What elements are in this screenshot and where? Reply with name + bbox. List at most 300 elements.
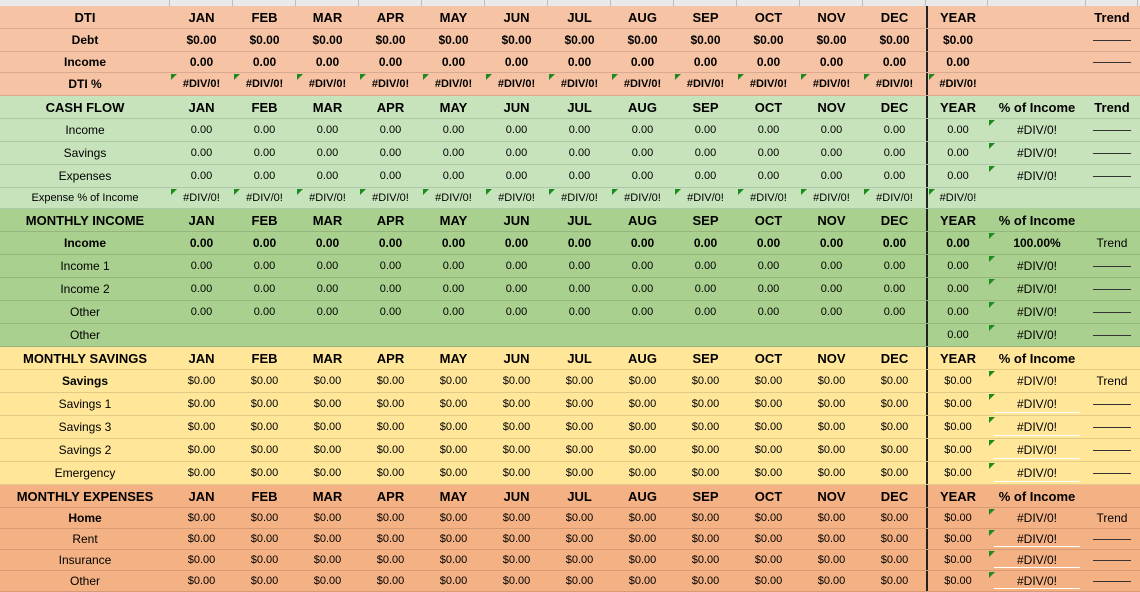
cell-nov[interactable]: $0.00	[817, 444, 846, 456]
cell-jun[interactable]: 0.00	[505, 147, 528, 159]
cell-sep[interactable]: $0.00	[691, 444, 720, 456]
cell-nov[interactable]: 0.00	[820, 306, 843, 318]
year-total-cell[interactable]: 0.00	[926, 165, 988, 187]
savings-row-label[interactable]: Savings	[61, 374, 109, 388]
cashflow-row-label[interactable]: Expense % of Income	[31, 192, 139, 204]
cell-oct[interactable]: $0.00	[753, 33, 784, 47]
pct-empty-cell[interactable]	[988, 73, 1086, 95]
year-total-cell[interactable]: #DIV/0!	[926, 73, 988, 95]
cell-mar[interactable]: #DIV/0!	[296, 188, 359, 208]
income-row-label[interactable]: Income	[63, 236, 106, 250]
cell-mar[interactable]: $0.00	[313, 554, 342, 566]
cell-oct[interactable]: 0.00	[757, 147, 780, 159]
pct-income-cell[interactable]: #DIV/0!	[988, 142, 1086, 164]
cell-feb[interactable]: #DIV/0!	[233, 188, 296, 208]
cell-may[interactable]: 0.00	[442, 306, 465, 318]
year-total-cell[interactable]: $0.00	[926, 439, 988, 461]
cell-aug[interactable]: 0.00	[631, 283, 654, 295]
trend-sparkline-cell[interactable]	[1086, 165, 1138, 187]
cell-dec[interactable]: 0.00	[882, 55, 907, 69]
year-total-cell[interactable]: $0.00	[926, 571, 988, 591]
cell-sep[interactable]: 0.00	[694, 306, 717, 318]
cell-may[interactable]: $0.00	[439, 398, 468, 410]
cell-jan[interactable]: 0.00	[190, 283, 213, 295]
cell-mar[interactable]: $0.00	[312, 33, 343, 47]
cell-apr[interactable]: $0.00	[376, 533, 405, 545]
cell-apr[interactable]: $0.00	[376, 575, 405, 587]
trend-sparkline-cell[interactable]	[1086, 142, 1138, 164]
cell-feb[interactable]: $0.00	[250, 533, 279, 545]
pct-income-cell[interactable]: #DIV/0!	[988, 255, 1086, 277]
cell-nov[interactable]: #DIV/0!	[800, 188, 863, 208]
cell-mar[interactable]: $0.00	[313, 444, 342, 456]
pct-empty-cell[interactable]	[988, 52, 1086, 72]
cell-mar[interactable]: $0.00	[313, 512, 342, 524]
cell-aug[interactable]: $0.00	[628, 512, 657, 524]
cell-jun[interactable]: $0.00	[502, 398, 531, 410]
cell-oct[interactable]: $0.00	[754, 533, 783, 545]
cell-apr[interactable]: #DIV/0!	[359, 73, 422, 95]
pct-income-cell[interactable]: #DIV/0!	[988, 529, 1086, 549]
cell-may[interactable]: $0.00	[439, 421, 468, 433]
cell-jun[interactable]: $0.00	[501, 33, 532, 47]
cell-sep[interactable]: 0.00	[694, 147, 717, 159]
cell-mar[interactable]: 0.00	[316, 124, 339, 136]
trend-sparkline-cell[interactable]	[1086, 188, 1138, 208]
dti-row-label[interactable]: DTI %	[68, 77, 102, 91]
cell-oct[interactable]: $0.00	[754, 575, 783, 587]
cell-jul[interactable]: $0.00	[565, 375, 594, 387]
cell-mar[interactable]: $0.00	[313, 421, 342, 433]
cell-jun[interactable]: $0.00	[502, 512, 531, 524]
pct-income-cell[interactable]: #DIV/0!	[988, 550, 1086, 570]
cell-sep[interactable]: $0.00	[691, 554, 720, 566]
cell-jan[interactable]: $0.00	[187, 533, 216, 545]
cell-sep[interactable]: $0.00	[691, 575, 720, 587]
cell-jan[interactable]: $0.00	[187, 467, 216, 479]
cell-feb[interactable]: 0.00	[253, 306, 276, 318]
cell-jul[interactable]: 0.00	[568, 124, 591, 136]
cell-sep[interactable]: 0.00	[693, 236, 718, 250]
expenses-row-label[interactable]: Other	[69, 574, 100, 588]
cell-aug[interactable]: $0.00	[628, 554, 657, 566]
pct-income-cell[interactable]: #DIV/0!	[988, 462, 1086, 484]
cell-nov[interactable]: 0.00	[820, 283, 843, 295]
cell-aug[interactable]	[611, 324, 674, 346]
cell-nov[interactable]: $0.00	[817, 554, 846, 566]
cell-nov[interactable]: $0.00	[817, 512, 846, 524]
cell-jun[interactable]: $0.00	[502, 375, 531, 387]
cell-aug[interactable]: $0.00	[628, 575, 657, 587]
cell-apr[interactable]	[359, 324, 422, 346]
cell-dec[interactable]: $0.00	[880, 575, 909, 587]
savings-row-label[interactable]: Emergency	[54, 466, 116, 480]
cell-oct[interactable]: 0.00	[756, 236, 781, 250]
year-total-cell[interactable]: $0.00	[926, 29, 988, 51]
year-total-cell[interactable]: 0.00	[926, 301, 988, 323]
cell-dec[interactable]: 0.00	[883, 170, 906, 182]
cell-jul[interactable]: $0.00	[565, 444, 594, 456]
cell-jul[interactable]: 0.00	[567, 55, 592, 69]
trend-sparkline-cell[interactable]	[1086, 29, 1138, 51]
cell-aug[interactable]: 0.00	[631, 306, 654, 318]
year-total-cell[interactable]: $0.00	[926, 416, 988, 438]
cell-may[interactable]: 0.00	[442, 283, 465, 295]
cell-dec[interactable]: $0.00	[880, 421, 909, 433]
cell-apr[interactable]: $0.00	[376, 512, 405, 524]
cell-feb[interactable]: 0.00	[253, 147, 276, 159]
trend-sparkline-cell[interactable]	[1086, 324, 1138, 346]
cell-jan[interactable]: 0.00	[189, 55, 214, 69]
cell-jan[interactable]: 0.00	[190, 306, 213, 318]
cell-jun[interactable]: $0.00	[502, 467, 531, 479]
cell-feb[interactable]: 0.00	[252, 236, 277, 250]
cell-aug[interactable]: $0.00	[628, 444, 657, 456]
year-total-cell[interactable]: $0.00	[926, 370, 988, 392]
cell-sep[interactable]	[674, 324, 737, 346]
cell-mar[interactable]: 0.00	[316, 306, 339, 318]
pct-income-cell[interactable]: #DIV/0!	[988, 508, 1086, 528]
pct-income-cell[interactable]: #DIV/0!	[988, 278, 1086, 300]
cell-jan[interactable]	[170, 324, 233, 346]
savings-row-label[interactable]: Savings 3	[58, 420, 112, 434]
cell-feb[interactable]: 0.00	[253, 124, 276, 136]
cell-jan[interactable]: $0.00	[187, 554, 216, 566]
cell-dec[interactable]: 0.00	[883, 283, 906, 295]
cell-feb[interactable]: 0.00	[253, 170, 276, 182]
year-total-cell[interactable]: #DIV/0!	[926, 188, 988, 208]
cell-sep[interactable]: $0.00	[691, 421, 720, 433]
cell-oct[interactable]: #DIV/0!	[737, 73, 800, 95]
pct-income-cell[interactable]: #DIV/0!	[988, 393, 1086, 415]
cell-jan[interactable]: #DIV/0!	[170, 188, 233, 208]
cell-sep[interactable]: 0.00	[694, 283, 717, 295]
cell-nov[interactable]: $0.00	[817, 533, 846, 545]
cell-nov[interactable]: $0.00	[816, 33, 847, 47]
cell-jan[interactable]: $0.00	[187, 512, 216, 524]
cell-may[interactable]: #DIV/0!	[422, 188, 485, 208]
cell-may[interactable]	[422, 324, 485, 346]
trend-sparkline-cell[interactable]	[1086, 550, 1138, 570]
savings-row-label[interactable]: Savings 2	[58, 443, 112, 457]
cell-jul[interactable]: $0.00	[565, 467, 594, 479]
cell-nov[interactable]: 0.00	[819, 55, 844, 69]
cell-jul[interactable]: $0.00	[565, 398, 594, 410]
pct-income-cell[interactable]: #DIV/0!	[988, 119, 1086, 141]
cell-jul[interactable]	[548, 324, 611, 346]
cell-apr[interactable]: 0.00	[379, 260, 402, 272]
cell-jun[interactable]: 0.00	[505, 306, 528, 318]
cell-jan[interactable]: #DIV/0!	[170, 73, 233, 95]
cell-jan[interactable]: 0.00	[190, 124, 213, 136]
cell-dec[interactable]: $0.00	[880, 512, 909, 524]
income-row-label[interactable]: Income 1	[60, 259, 110, 273]
cell-oct[interactable]: $0.00	[754, 375, 783, 387]
cell-oct[interactable]: $0.00	[754, 467, 783, 479]
cell-may[interactable]: 0.00	[442, 260, 465, 272]
cell-may[interactable]: 0.00	[442, 170, 465, 182]
cell-dec[interactable]: $0.00	[880, 375, 909, 387]
cell-nov[interactable]: 0.00	[820, 260, 843, 272]
cell-may[interactable]: $0.00	[439, 554, 468, 566]
trend-sparkline-cell[interactable]	[1086, 462, 1138, 484]
cell-dec[interactable]: 0.00	[883, 124, 906, 136]
cell-apr[interactable]: $0.00	[375, 33, 406, 47]
trend-sparkline-cell[interactable]	[1086, 52, 1138, 72]
trend-sparkline-cell[interactable]	[1086, 255, 1138, 277]
cell-jun[interactable]: $0.00	[502, 421, 531, 433]
cashflow-row-label[interactable]: Income	[65, 123, 105, 137]
cell-dec[interactable]: 0.00	[882, 236, 907, 250]
cell-jan[interactable]: 0.00	[190, 147, 213, 159]
cell-may[interactable]: $0.00	[439, 533, 468, 545]
cell-jun[interactable]: 0.00	[505, 260, 528, 272]
trend-sparkline-cell[interactable]	[1086, 278, 1138, 300]
cell-dec[interactable]: $0.00	[880, 554, 909, 566]
year-total-cell[interactable]: 0.00	[926, 255, 988, 277]
cell-mar[interactable]: 0.00	[316, 170, 339, 182]
cell-mar[interactable]: 0.00	[316, 283, 339, 295]
cell-may[interactable]: $0.00	[439, 512, 468, 524]
cell-may[interactable]: 0.00	[442, 124, 465, 136]
cell-dec[interactable]: $0.00	[880, 467, 909, 479]
cell-jan[interactable]: $0.00	[187, 375, 216, 387]
cell-nov[interactable]: $0.00	[817, 398, 846, 410]
pct-income-cell[interactable]: #DIV/0!	[988, 439, 1086, 461]
cashflow-row-label[interactable]: Expenses	[58, 169, 112, 183]
cell-nov[interactable]: $0.00	[817, 421, 846, 433]
cell-jun[interactable]: 0.00	[505, 283, 528, 295]
cell-dec[interactable]: #DIV/0!	[863, 73, 926, 95]
cell-jan[interactable]: $0.00	[187, 575, 216, 587]
pct-income-cell[interactable]: #DIV/0!	[988, 571, 1086, 591]
cell-sep[interactable]: 0.00	[693, 55, 718, 69]
cell-jun[interactable]: #DIV/0!	[485, 73, 548, 95]
cell-aug[interactable]: $0.00	[628, 533, 657, 545]
cell-jun[interactable]	[485, 324, 548, 346]
cell-oct[interactable]: $0.00	[754, 421, 783, 433]
cell-sep[interactable]: #DIV/0!	[674, 73, 737, 95]
cell-oct[interactable]: $0.00	[754, 554, 783, 566]
cell-apr[interactable]: 0.00	[379, 124, 402, 136]
cell-apr[interactable]: $0.00	[376, 444, 405, 456]
cell-nov[interactable]: $0.00	[817, 467, 846, 479]
cell-apr[interactable]: $0.00	[376, 467, 405, 479]
cell-apr[interactable]: 0.00	[379, 147, 402, 159]
year-total-cell[interactable]: 0.00	[926, 52, 988, 72]
expenses-row-label[interactable]: Insurance	[58, 553, 112, 567]
year-total-cell[interactable]: 0.00	[926, 119, 988, 141]
trend-sparkline-cell[interactable]	[1086, 301, 1138, 323]
cell-mar[interactable]: $0.00	[313, 533, 342, 545]
income-row-label[interactable]: Other	[69, 328, 100, 342]
cell-oct[interactable]: 0.00	[757, 124, 780, 136]
cell-nov[interactable]: 0.00	[820, 147, 843, 159]
pct-empty-cell[interactable]	[988, 6, 1086, 28]
pct-income-cell[interactable]: #DIV/0!	[988, 301, 1086, 323]
cell-sep[interactable]: #DIV/0!	[674, 188, 737, 208]
cell-feb[interactable]: $0.00	[249, 33, 280, 47]
cell-jun[interactable]: 0.00	[504, 55, 529, 69]
cell-may[interactable]: 0.00	[441, 55, 466, 69]
cell-may[interactable]: 0.00	[442, 147, 465, 159]
cell-dec[interactable]	[863, 324, 926, 346]
cell-may[interactable]: $0.00	[439, 467, 468, 479]
cell-nov[interactable]: 0.00	[819, 236, 844, 250]
income-row-label[interactable]: Other	[69, 305, 100, 319]
trend-sparkline-cell[interactable]	[1086, 393, 1138, 415]
cell-oct[interactable]: $0.00	[754, 398, 783, 410]
cell-jul[interactable]: $0.00	[565, 421, 594, 433]
cell-jun[interactable]: 0.00	[505, 124, 528, 136]
cell-jul[interactable]: $0.00	[565, 554, 594, 566]
cell-apr[interactable]: $0.00	[376, 398, 405, 410]
cell-nov[interactable]: #DIV/0!	[800, 73, 863, 95]
savings-row-label[interactable]: Savings 1	[58, 397, 112, 411]
year-total-cell[interactable]: 0.00	[926, 232, 988, 254]
cell-apr[interactable]: #DIV/0!	[359, 188, 422, 208]
cell-jun[interactable]: $0.00	[502, 533, 531, 545]
cell-sep[interactable]: 0.00	[694, 170, 717, 182]
cell-nov[interactable]: 0.00	[820, 170, 843, 182]
cell-oct[interactable]: 0.00	[757, 170, 780, 182]
cell-feb[interactable]: $0.00	[250, 444, 279, 456]
cell-feb[interactable]: $0.00	[250, 575, 279, 587]
cell-aug[interactable]: 0.00	[631, 260, 654, 272]
cell-mar[interactable]: $0.00	[313, 398, 342, 410]
cell-jan[interactable]: $0.00	[187, 444, 216, 456]
pct-income-cell[interactable]: #DIV/0!	[988, 165, 1086, 187]
cell-nov[interactable]: $0.00	[817, 575, 846, 587]
cell-mar[interactable]: $0.00	[313, 575, 342, 587]
cell-may[interactable]: $0.00	[439, 575, 468, 587]
cell-jul[interactable]: 0.00	[568, 283, 591, 295]
cell-dec[interactable]: $0.00	[880, 533, 909, 545]
cell-feb[interactable]: #DIV/0!	[233, 73, 296, 95]
cell-sep[interactable]: $0.00	[691, 398, 720, 410]
cell-sep[interactable]: 0.00	[694, 260, 717, 272]
cell-aug[interactable]: #DIV/0!	[611, 73, 674, 95]
dti-row-label[interactable]: Income	[63, 55, 106, 69]
cell-sep[interactable]: $0.00	[690, 33, 721, 47]
cell-jun[interactable]: $0.00	[502, 444, 531, 456]
cell-feb[interactable]: $0.00	[250, 375, 279, 387]
cell-may[interactable]: #DIV/0!	[422, 73, 485, 95]
dti-row-label[interactable]: Debt	[71, 33, 99, 47]
year-total-cell[interactable]: 0.00	[926, 142, 988, 164]
cell-oct[interactable]: 0.00	[757, 306, 780, 318]
cell-apr[interactable]: 0.00	[378, 55, 403, 69]
year-total-cell[interactable]: $0.00	[926, 462, 988, 484]
trend-sparkline-cell[interactable]	[1086, 529, 1138, 549]
cell-sep[interactable]: $0.00	[691, 375, 720, 387]
year-total-cell[interactable]: $0.00	[926, 529, 988, 549]
trend-sparkline-cell[interactable]	[1086, 571, 1138, 591]
cell-oct[interactable]: $0.00	[754, 512, 783, 524]
cell-jul[interactable]: #DIV/0!	[548, 73, 611, 95]
cell-feb[interactable]: $0.00	[250, 467, 279, 479]
cell-jul[interactable]: 0.00	[568, 147, 591, 159]
cell-oct[interactable]: $0.00	[754, 444, 783, 456]
cell-mar[interactable]: 0.00	[316, 147, 339, 159]
cell-aug[interactable]: 0.00	[631, 147, 654, 159]
cell-apr[interactable]: 0.00	[378, 236, 403, 250]
cell-may[interactable]: $0.00	[439, 375, 468, 387]
cell-aug[interactable]: 0.00	[630, 55, 655, 69]
cell-apr[interactable]: 0.00	[379, 283, 402, 295]
trend-sparkline-cell[interactable]	[1086, 416, 1138, 438]
cell-aug[interactable]: #DIV/0!	[611, 188, 674, 208]
cell-jan[interactable]: 0.00	[190, 260, 213, 272]
cell-may[interactable]: $0.00	[439, 444, 468, 456]
expenses-row-label[interactable]: Rent	[72, 532, 98, 546]
cell-jul[interactable]: $0.00	[565, 533, 594, 545]
cell-aug[interactable]: $0.00	[628, 467, 657, 479]
cell-mar[interactable]: 0.00	[316, 260, 339, 272]
cell-oct[interactable]: 0.00	[757, 283, 780, 295]
cell-feb[interactable]: $0.00	[250, 421, 279, 433]
trend-empty-cell[interactable]	[1086, 485, 1138, 507]
cell-jan[interactable]: 0.00	[189, 236, 214, 250]
cell-dec[interactable]: 0.00	[883, 147, 906, 159]
cell-dec[interactable]: 0.00	[883, 260, 906, 272]
cell-jan[interactable]: $0.00	[186, 33, 217, 47]
pct-empty-cell[interactable]	[988, 29, 1086, 51]
cell-jul[interactable]: $0.00	[565, 575, 594, 587]
year-total-cell[interactable]: 0.00	[926, 278, 988, 300]
cell-aug[interactable]: $0.00	[627, 33, 658, 47]
cell-feb[interactable]	[233, 324, 296, 346]
cell-jul[interactable]: 0.00	[568, 170, 591, 182]
cell-feb[interactable]: 0.00	[253, 260, 276, 272]
pct-income-cell[interactable]: 100.00%	[988, 232, 1086, 254]
cell-mar[interactable]: $0.00	[313, 375, 342, 387]
cell-apr[interactable]: 0.00	[379, 306, 402, 318]
cell-nov[interactable]: 0.00	[820, 124, 843, 136]
cell-jun[interactable]: $0.00	[502, 575, 531, 587]
cell-aug[interactable]: $0.00	[628, 398, 657, 410]
cell-feb[interactable]: 0.00	[253, 283, 276, 295]
cell-aug[interactable]: 0.00	[631, 170, 654, 182]
cell-oct[interactable]: 0.00	[757, 260, 780, 272]
pct-income-cell[interactable]: #DIV/0!	[988, 324, 1086, 346]
cell-apr[interactable]: $0.00	[376, 554, 405, 566]
cell-jul[interactable]: 0.00	[567, 236, 592, 250]
income-row-label[interactable]: Income 2	[60, 282, 110, 296]
cell-nov[interactable]: $0.00	[817, 375, 846, 387]
cell-dec[interactable]: $0.00	[880, 398, 909, 410]
cell-may[interactable]: $0.00	[438, 33, 469, 47]
cell-jun[interactable]: 0.00	[504, 236, 529, 250]
year-total-cell[interactable]: $0.00	[926, 550, 988, 570]
cell-sep[interactable]: $0.00	[691, 512, 720, 524]
cell-jan[interactable]: $0.00	[187, 398, 216, 410]
cell-oct[interactable]: 0.00	[756, 55, 781, 69]
trend-sparkline-cell[interactable]	[1086, 119, 1138, 141]
pct-empty-cell[interactable]	[988, 188, 1086, 208]
cell-apr[interactable]: $0.00	[376, 421, 405, 433]
cell-jan[interactable]: 0.00	[190, 170, 213, 182]
cell-feb[interactable]: 0.00	[252, 55, 277, 69]
trend-sparkline-cell[interactable]	[1086, 439, 1138, 461]
cell-sep[interactable]: $0.00	[691, 467, 720, 479]
cell-dec[interactable]: $0.00	[880, 444, 909, 456]
cashflow-row-label[interactable]: Savings	[63, 146, 107, 160]
cell-feb[interactable]: $0.00	[250, 398, 279, 410]
expenses-row-label[interactable]: Home	[68, 511, 102, 525]
cell-oct[interactable]: #DIV/0!	[737, 188, 800, 208]
cell-nov[interactable]	[800, 324, 863, 346]
